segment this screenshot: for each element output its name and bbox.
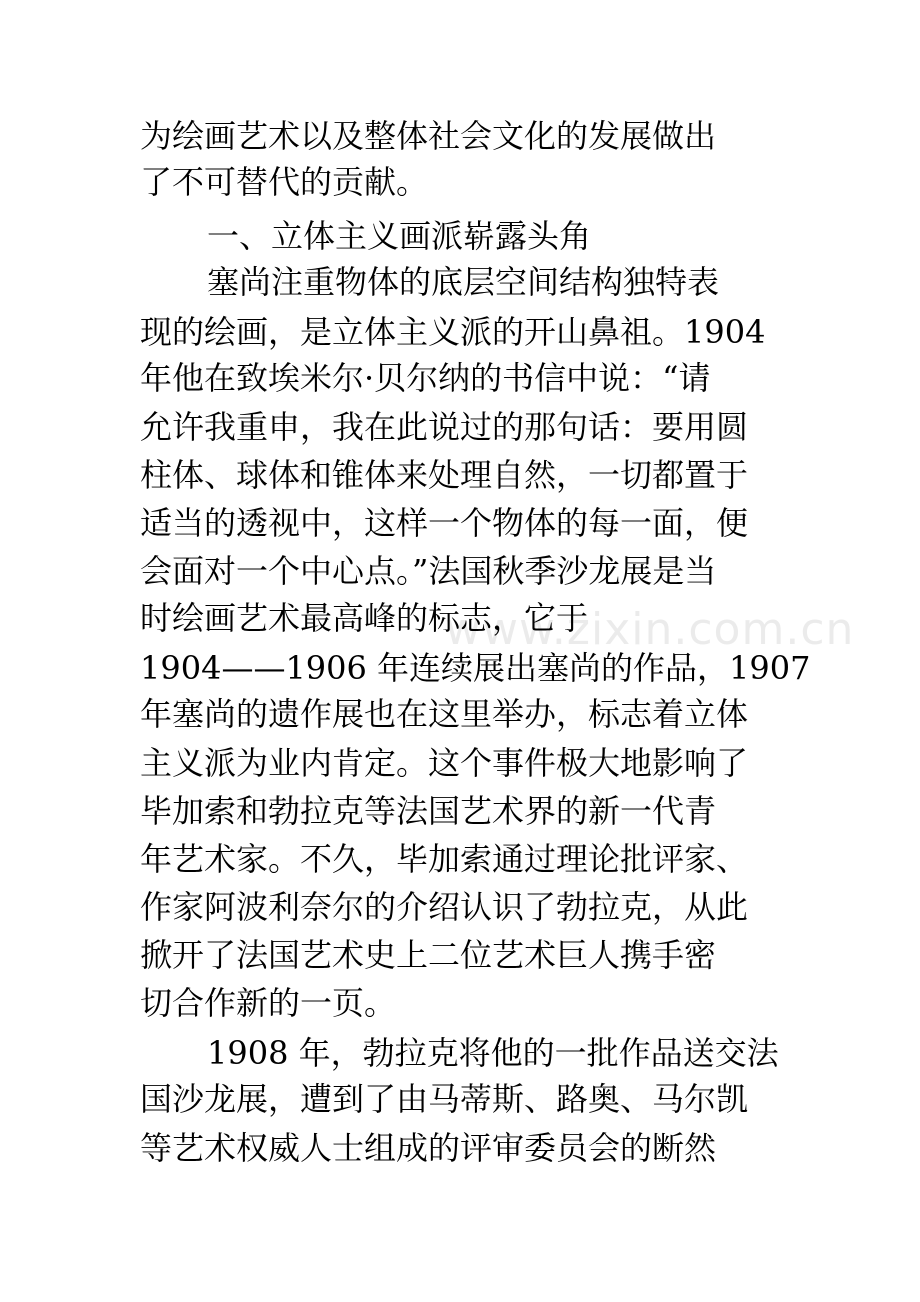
text-line: 主义派为业内肯定。这个事件极大地影响了 [140,744,749,782]
text-line: 现的绘画，是立体主义派的开山鼻祖。1904 [140,313,766,351]
text-line: 时绘画艺术最高峰的标志，它于 [140,599,589,637]
text-line: 掀开了法国艺术史上二位艺术巨人携手密 [140,936,717,974]
text-line: 允许我重申，我在此说过的那句话：要用圆 [140,408,749,446]
section-heading: 一、立体主义画派崭露头角 [207,217,592,255]
text-line: 作家阿波利奈尔的介绍认识了勃拉克，从此 [140,888,749,926]
text-line: 切合作新的一页。 [140,984,397,1022]
text-line: 柱体、球体和锥体来处理自然，一切都置于 [140,456,749,494]
text-line: 1908 年，勃拉克将他的一批作品送交法 [207,1034,779,1072]
text-line: 塞尚注重物体的底层空间结构独特表 [207,263,720,301]
text-line: 年艺术家。不久，毕加索通过理论批评家、 [140,840,749,878]
watermark: www.zixin.com.cn [445,604,855,655]
text-line: 毕加索和勃拉克等法国艺术界的新一代青 [140,792,717,830]
text-line: 为绘画艺术以及整体社会文化的发展做出 [140,117,717,155]
text-line: 国沙龙展，遭到了由马蒂斯、路奥、马尔凯 [140,1080,749,1118]
text-line: 年他在致埃米尔·贝尔纳的书信中说：“请 [140,359,711,397]
text-line: 了不可替代的贡献。 [140,163,429,201]
text-line: 会面对一个中心点。”法国秋季沙龙展是当 [140,552,717,590]
text-line: 1904——1906 年连续展出塞尚的作品，1907 [140,649,811,687]
text-line: 等艺术权威人士组成的评审委员会的断然 [140,1129,717,1167]
text-line: 年塞尚的遗作展也在这里举办，标志着立体 [140,695,749,733]
text-line: 适当的透视中，这样一个物体的每一面，便 [140,504,749,542]
